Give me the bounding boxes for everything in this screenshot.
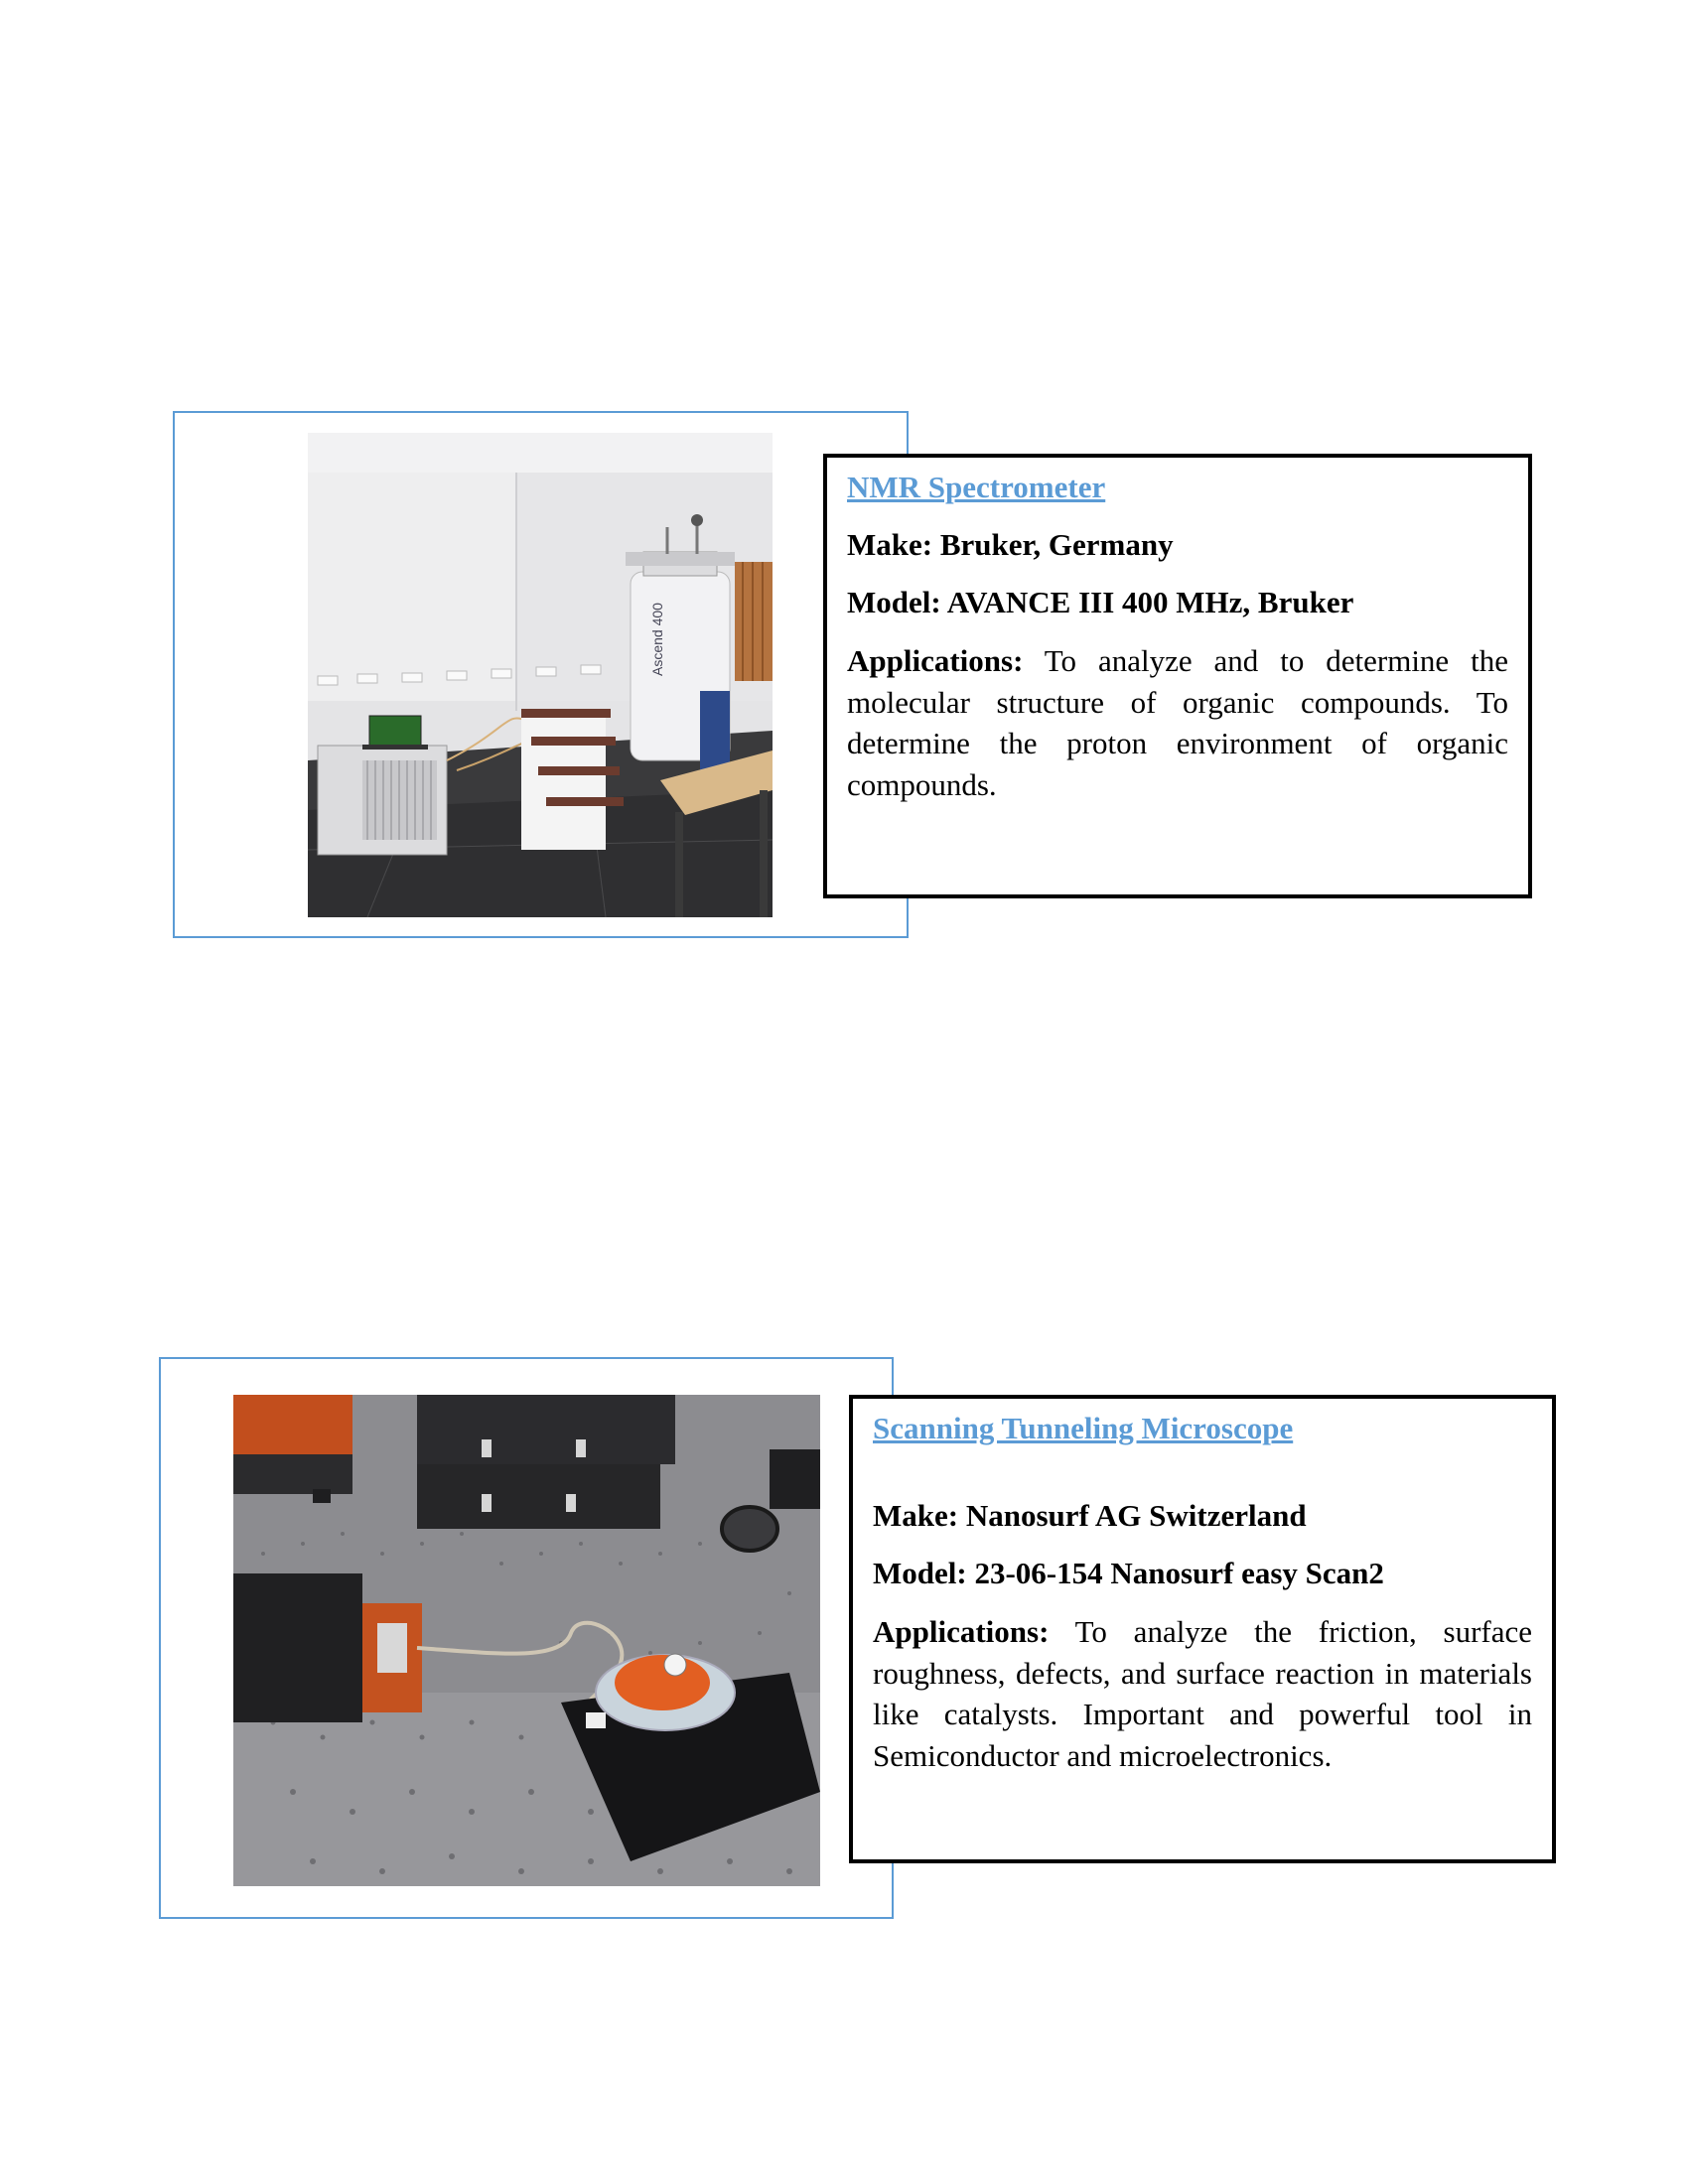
stm-model: Model: 23-06-154 Nanosurf easy Scan2: [873, 1556, 1384, 1590]
nmr-model: Model: AVANCE III 400 MHz, Bruker: [847, 585, 1354, 619]
nmr-applications-text: To analyze and to determine the molecular structure of organic compounds. To determine the proton environment of organic compounds.: [847, 643, 1508, 802]
magnet-label: Ascend 400: [649, 603, 665, 676]
nmr-info-box: [823, 454, 1532, 898]
nmr-applications: [847, 640, 1508, 805]
stm-title-link[interactable]: Scanning Tunneling Microscope: [873, 1411, 1294, 1445]
nmr-spectrometer-photo: [308, 433, 773, 917]
nmr-make: Make: Bruker, Germany: [847, 527, 1174, 562]
stm-make: Make: Nanosurf AG Switzerland: [873, 1498, 1307, 1533]
stm-applications: [873, 1611, 1532, 1776]
stm-microscope-photo: [233, 1395, 820, 1886]
nmr-applications-label: Applications:: [847, 643, 1024, 678]
stm-info-box: [849, 1395, 1556, 1863]
stm-applications-text: To analyze the friction, surface roughness, defects, and surface reaction in materials like catalysts. Important and powerful tool in Semiconductor and microelectronics.: [873, 1614, 1532, 1773]
nmr-title-link[interactable]: NMR Spectrometer: [847, 470, 1106, 504]
stm-applications-label: Applications:: [873, 1614, 1050, 1649]
